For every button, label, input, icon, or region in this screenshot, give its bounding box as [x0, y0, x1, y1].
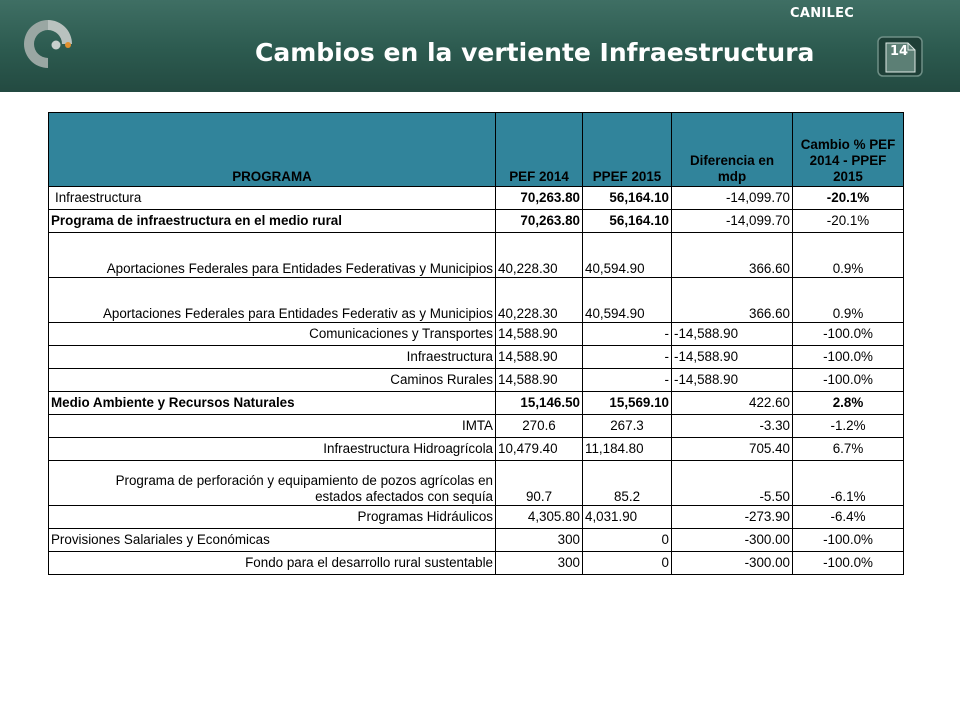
row-pct: -100.0% — [793, 529, 904, 552]
row-pef2014: 40,228.30 — [496, 233, 583, 278]
row-ppef2015: 15,569.10 — [583, 392, 672, 415]
row-pct: -100.0% — [793, 369, 904, 392]
row-pef2014: 10,479.40 — [496, 438, 583, 461]
row-pef2014: 15,146.50 — [496, 392, 583, 415]
row-pef2014: 90.7 — [496, 461, 583, 506]
table-row — [49, 438, 904, 461]
row-name: Infraestructura — [49, 346, 496, 369]
row-ppef2015: 0 — [583, 552, 672, 575]
row-name: Medio Ambiente y Recursos Naturales — [49, 392, 496, 415]
row-pct: -20.1% — [793, 187, 904, 210]
row-ppef2015: - — [583, 323, 672, 346]
table-row — [49, 461, 904, 506]
row-diff: -14,588.90 — [672, 346, 793, 369]
budget-table — [48, 112, 904, 575]
row-name: IMTA — [49, 415, 496, 438]
row-diff: 705.40 — [672, 438, 793, 461]
page-number: 14 — [889, 44, 909, 59]
row-ppef2015: 267.3 — [583, 415, 672, 438]
row-pef2014: 70,263.80 — [496, 187, 583, 210]
table-row — [49, 187, 904, 210]
row-pct: -100.0% — [793, 552, 904, 575]
row-name: Aportaciones Federales para Entidades Federativ as y Municipios — [49, 278, 496, 323]
row-name: Caminos Rurales — [49, 369, 496, 392]
header-diferencia: Diferencia en mdp — [672, 113, 793, 187]
table-row — [49, 346, 904, 369]
brand-label: CANILEC — [790, 6, 855, 21]
row-pef2014: 14,588.90 — [496, 346, 583, 369]
row-diff: 366.60 — [672, 278, 793, 323]
row-pct: -6.4% — [793, 506, 904, 529]
row-pef2014: 70,263.80 — [496, 210, 583, 233]
row-name: Infraestructura Hidroagrícola — [49, 438, 496, 461]
row-ppef2015: 40,594.90 — [583, 233, 672, 278]
row-pef2014: 4,305.80 — [496, 506, 583, 529]
row-diff: 366.60 — [672, 233, 793, 278]
row-pct: 2.8% — [793, 392, 904, 415]
header-bar — [0, 0, 960, 92]
row-ppef2015: 40,594.90 — [583, 278, 672, 323]
row-diff: -14,588.90 — [672, 369, 793, 392]
row-ppef2015: 56,164.10 — [583, 210, 672, 233]
row-ppef2015: 85.2 — [583, 461, 672, 506]
table-row — [49, 369, 904, 392]
table-row — [49, 392, 904, 415]
row-pef2014: 14,588.90 — [496, 323, 583, 346]
row-pef2014: 270.6 — [496, 415, 583, 438]
table-row — [49, 210, 904, 233]
row-pef2014: 300 — [496, 552, 583, 575]
row-diff: -300.00 — [672, 552, 793, 575]
row-diff: -300.00 — [672, 529, 793, 552]
row-pct: 0.9% — [793, 233, 904, 278]
row-pct: 0.9% — [793, 278, 904, 323]
table-row — [49, 278, 904, 323]
row-pct: -1.2% — [793, 415, 904, 438]
header-ppef-2015: PPEF 2015 — [583, 113, 672, 187]
row-ppef2015: - — [583, 346, 672, 369]
header-cambio-pct: Cambio % PEF 2014 - PPEF 2015 — [793, 113, 904, 187]
row-ppef2015: 56,164.10 — [583, 187, 672, 210]
header-pef-2014: PEF 2014 — [496, 113, 583, 187]
row-ppef2015: 0 — [583, 529, 672, 552]
row-ppef2015: 4,031.90 — [583, 506, 672, 529]
row-diff: -5.50 — [672, 461, 793, 506]
row-ppef2015: 11,184.80 — [583, 438, 672, 461]
row-diff: -14,099.70 — [672, 210, 793, 233]
row-pct: -100.0% — [793, 346, 904, 369]
row-diff: -273.90 — [672, 506, 793, 529]
row-pef2014: 300 — [496, 529, 583, 552]
table-row — [49, 415, 904, 438]
row-name: Infraestructura — [49, 187, 496, 210]
row-name: Programas Hidráulicos — [49, 506, 496, 529]
table-header-row — [49, 113, 904, 187]
canilec-logo-icon — [18, 14, 78, 74]
row-diff: -14,588.90 — [672, 323, 793, 346]
table-row — [49, 506, 904, 529]
row-name: Provisiones Salariales y Económicas — [49, 529, 496, 552]
table-row — [49, 233, 904, 278]
row-name: Programa de infraestructura en el medio rural — [49, 210, 496, 233]
row-name: Comunicaciones y Transportes — [49, 323, 496, 346]
row-name: Programa de perforación y equipamiento de pozos agrícolas en estados afectados con sequía — [49, 461, 496, 506]
row-pct: -100.0% — [793, 323, 904, 346]
row-diff: -3.30 — [672, 415, 793, 438]
header-programa: PROGRAMA — [49, 113, 496, 187]
row-pct: -20.1% — [793, 210, 904, 233]
table-row — [49, 552, 904, 575]
row-pct: -6.1% — [793, 461, 904, 506]
row-ppef2015: - — [583, 369, 672, 392]
row-pef2014: 40,228.30 — [496, 278, 583, 323]
row-pct: 6.7% — [793, 438, 904, 461]
row-name: Fondo para el desarrollo rural sustentable — [49, 552, 496, 575]
table-row — [49, 529, 904, 552]
row-pef2014: 14,588.90 — [496, 369, 583, 392]
row-diff: 422.60 — [672, 392, 793, 415]
table-row — [49, 323, 904, 346]
row-diff: -14,099.70 — [672, 187, 793, 210]
row-name: Aportaciones Federales para Entidades Federativas y Municipios — [49, 233, 496, 278]
page-title: Cambios en la vertiente Infraestructura — [255, 38, 815, 67]
